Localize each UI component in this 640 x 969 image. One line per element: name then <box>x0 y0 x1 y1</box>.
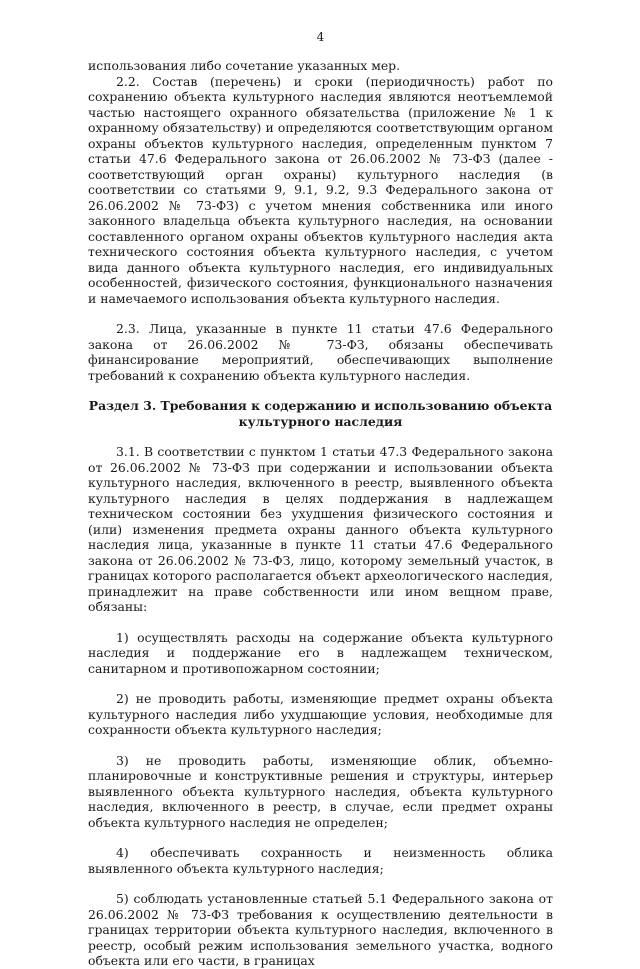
list-item-5: 5) соблюдать установленные статьей 5.1 Федерального закона от 26.06.2002 № 73-ФЗ требования к осуществлению деятельности в границах территории объекта культурного наследия, включенного в реестр, особый режим использования земельного участка, водного объекта или его части, в границах <box>88 891 553 968</box>
paragraph-3-1: 3.1. В соответствии с пунктом 1 статьи 47.3 Федерального закона от 26.06.2002 № 73-ФЗ при содержании и использовании объекта культурного наследия, включенного в реестр, выявленного объекта культурного наследия в целях поддержания в надлежащем техническом состоянии без ухудшения физического состояния и (или) изменения предмета охраны данного объекта культурного наследия лица, указанные в пункте 11 статьи 47.6 Федерального закона от 26.06.2002 № 73-ФЗ, лицо, которому земельный участок, в границах которого располагается объект археологического наследия, принадлежит на праве собственности или ином вещном праве, обязаны: <box>88 444 553 614</box>
paragraph-continuation: использования либо сочетание указанных мер. <box>88 58 401 73</box>
paragraph-2-3: 2.3. Лица, указанные в пункте 11 статьи 47.6 Федерального закона от 26.06.2002 № 73-ФЗ, обязаны обеспечивать финансирование мероприятий, обеспечивающих выполнение требований к сохранению объекта культурного наследия. <box>88 321 553 383</box>
list-item-3: 3) не проводить работы, изменяющие облик, объемно-планировочные и конструктивные решения и структуры, интерьер выявленного объекта культурного наследия, объекта культурного наследия, включенного в реестр, в случае, если предмет охраны объекта культурного наследия не определен; <box>88 752 553 830</box>
paragraph-2-2: 2.2. Состав (перечень) и сроки (периодичность) работ по сохранению объекта культурного наследия являются неотъемлемой частью настоящего охранного обязательства (приложение № 1 к охранному обязательству) и определяются соответствующим органом охраны объектов культурного наследия, определенным пунктом 7 статьи 47.6 Федерального закона от 26.06.2002 № 73-ФЗ (далее - соответствующий орган охраны) культурного наследия (в соответствии со статьями 9, 9.1, 9.2, 9.3 Федерального закона от 26.06.2002 № 73-ФЗ) с учетом мнения собственника или иного законного владельца объекта культурного наследия, на основании составленного органом охраны объектов культурного наследия акта технического состояния объекта культурного наследия, с учетом вида данного объекта культурного наследия, его индивидуальных особенностей, физического состояния, функционального назначения и намечаемого использования объекта культурного наследия. <box>88 73 553 306</box>
section-heading: Раздел 3. Требования к содержанию и использованию объекта культурного наследия <box>88 398 553 429</box>
list-item-1: 1) осуществлять расходы на содержание объекта культурного наследия и поддержание его в надлежащем техническом, санитарном и противопожарном состоянии; <box>88 629 553 676</box>
page-number: 4 <box>316 30 325 44</box>
list-item-4: 4) обеспечивать сохранность и неизменность облика выявленного объекта культурного наследия; <box>88 845 553 876</box>
list-item-2: 2) не проводить работы, изменяющие предмет охраны объекта культурного наследия либо ухудшающие условия, необходимые для сохранности объекта культурного наследия; <box>88 691 553 737</box>
